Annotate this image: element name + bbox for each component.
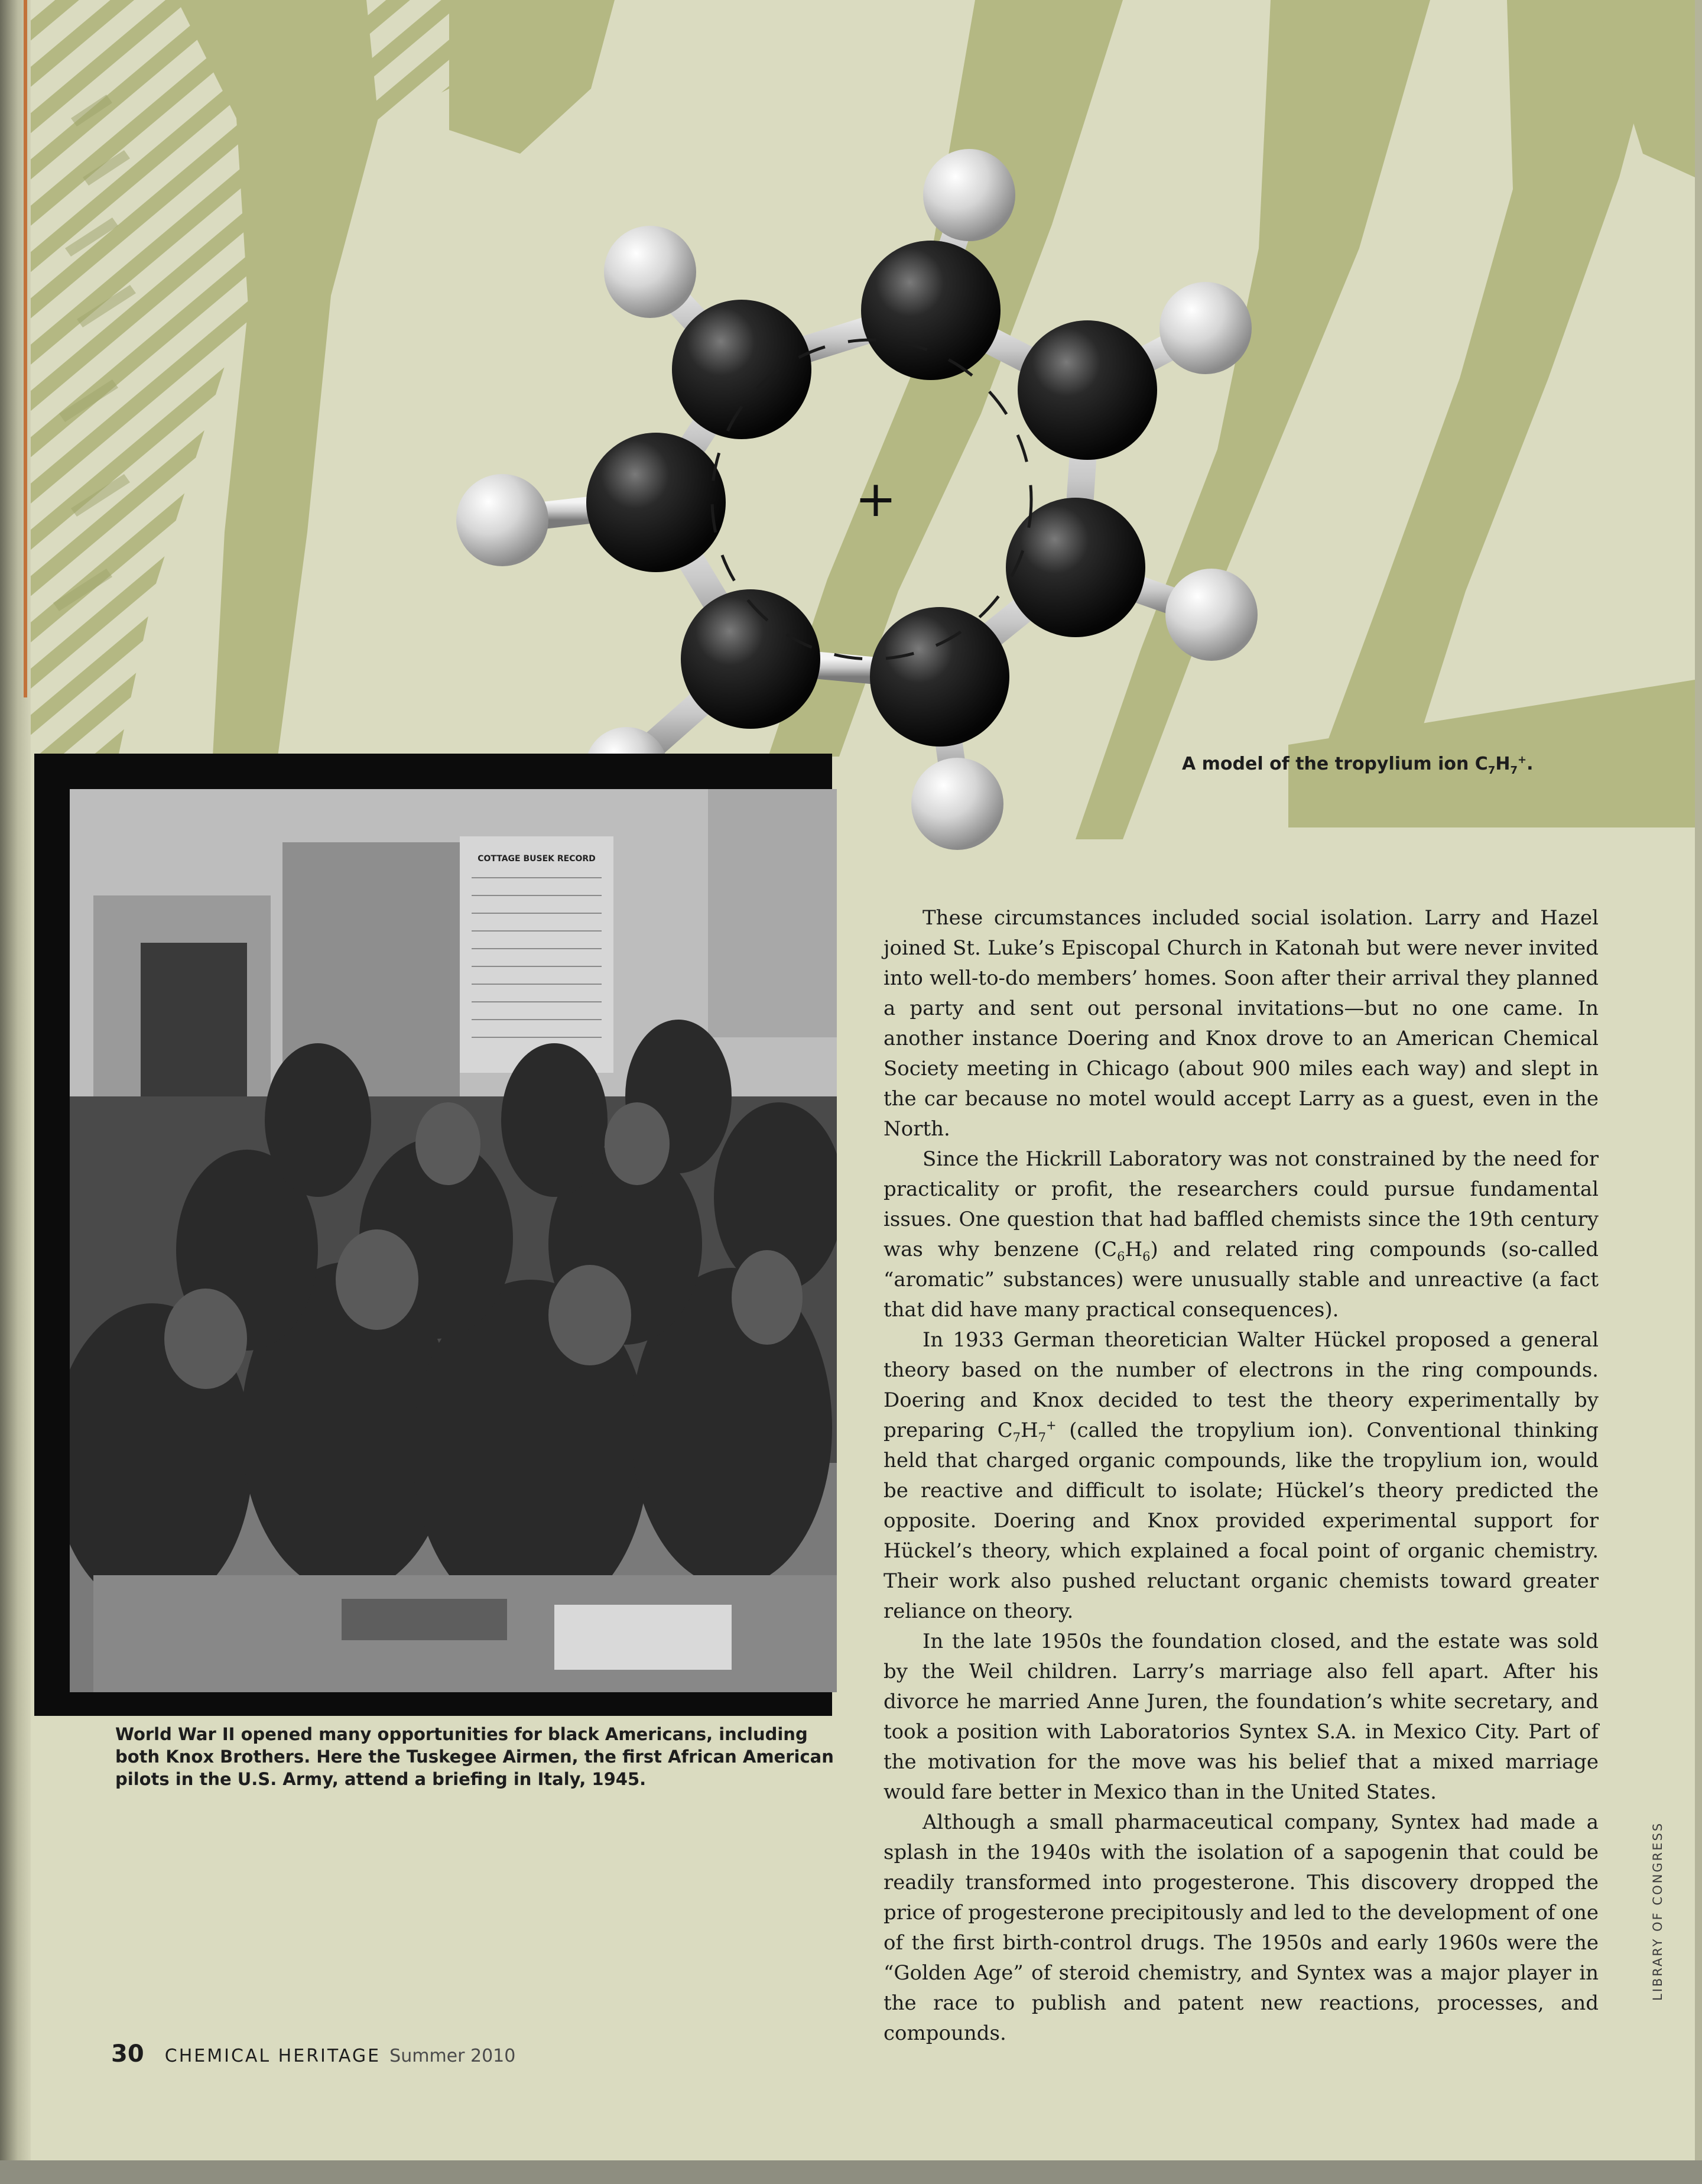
paragraph-1: These circumstances included social isolation. Larry and Hazel joined St. Luke’s Episcopal Church in Katonah but were never invited into well-to-do members’ homes. Soon after their arrival they planned a party and sent out personal invitations—but no one came. In another instance Doering and Knox drove to an American Chemical Society meeting in Chicago (about 900 miles each way) and slept in the car because no motel would accept Larry as a guest, even in the North. — [884, 906, 1599, 1141]
magazine-name: CHEMICAL HERITAGE — [164, 2046, 381, 2066]
hydrogen-atom — [911, 758, 1003, 850]
carbon-atom — [586, 433, 726, 572]
charge-label: + — [855, 470, 897, 528]
carbon-atom — [681, 589, 820, 729]
article-body — [884, 903, 1599, 2049]
tuskegee-airmen-photo — [70, 789, 837, 1692]
board-label: COTTAGE BUSEK RECORD — [478, 854, 596, 864]
photo-caption: World War II opened many opportunities for black Americans, including both Knox Brothers. Here the Tuskegee Airmen, the first African American pilots in the U.S. Army, attend a briefing in Italy, 1945. — [115, 1724, 834, 1789]
carbon-atom — [1006, 498, 1145, 637]
issue-date: Summer 2010 — [389, 2046, 516, 2066]
carbon-atom — [870, 607, 1009, 747]
page-gutter — [0, 0, 31, 2184]
hydrogen-atom — [1165, 569, 1258, 661]
olive-decoration — [31, 0, 1695, 839]
photo-frame — [34, 754, 832, 1716]
carbon-atom — [861, 241, 1001, 380]
hydrogen-atom — [1159, 282, 1252, 374]
hydrogen-atom — [456, 474, 548, 566]
page-edge-bottom — [0, 2160, 1702, 2184]
carbon-atom — [672, 300, 811, 439]
hydrogen-atom — [923, 149, 1015, 241]
page-number: 30 — [111, 2040, 144, 2068]
paragraph-2: Since the Hickrill Laboratory was not constrained by the need for practicality or profit, the researchers could pursue fundamental issues. One question that had baffled chemists since the 19th century was why benzene $(C_6H_6)$ and related ring compounds (so-called “aromatic” substances) were unusually stable and unreactive (a fact that did have many practical consequences). — [884, 1147, 1599, 1322]
hydrogen-atom — [604, 226, 696, 318]
carbon-atom — [1018, 320, 1157, 460]
model-caption: A model of the tropylium ion $C_7H_7^+$. — [1182, 754, 1534, 777]
page-edge-right — [1695, 0, 1702, 2184]
paragraph-5: Although a small pharmaceutical company, Syntex had made a splash in the 1940s with the isolation of a sapogenin that could be readily transformed into progesterone. This discovery dropped the price of progesterone precipitously and led to the development of one of the first birth-control drugs. The 1950s and early 1960s were the “Golden Age” of steroid chemistry, and Syntex was a major player in the race to publish and patent new reactions, processes, and compounds. — [884, 1810, 1599, 2045]
paragraph-3: In 1933 German theoretician Walter Hückel proposed a general theory based on the number of electrons in the ring compounds. Doering and Knox decided to test the theory experimentally by preparing $C_7H_7^+$ (called the tropylium ion). Conventional thinking held that charged organic compounds, like the tropylium ion, would be reactive and difficult to isolate; Hückel’s theory predicted the opposite. Doering and Knox provided experimental support for Hückel’s theory, which explained a focal point of organic chemistry. Their work also pushed reluctant organic chemists toward greater reliance on theory. — [884, 1328, 1599, 1623]
paragraph-4: In the late 1950s the foundation closed, and the estate was sold by the Weil children. Larry’s marriage also fell apart. After his divorce he married Anne Juren, the foundation’s white secretary, and took a position with Laboratorios Syntex S.A. in Mexico City. Part of the motivation for the move was his belief that a mixed marriage would fare better in Mexico than in the United States. — [884, 1630, 1599, 1804]
photo-credit: LIBRARY OF CONGRESS — [1651, 1821, 1665, 2001]
page-footer — [111, 2040, 515, 2068]
